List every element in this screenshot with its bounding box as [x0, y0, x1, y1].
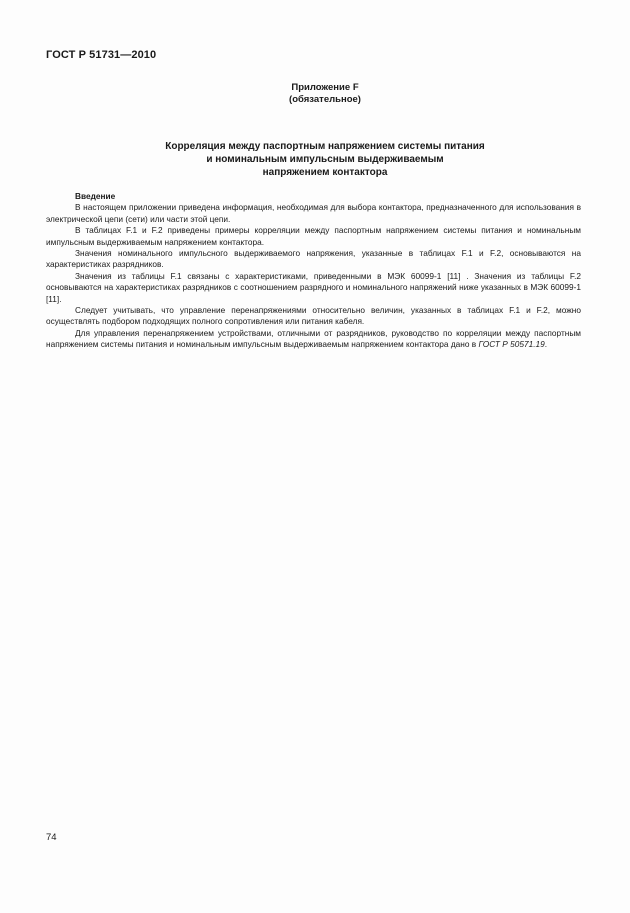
paragraph-1: В настоящем приложении приведена информация, необходимая для выбора контактора, предназначенного для использования в электрической цепи (сети) или части этой цепи.: [46, 202, 581, 224]
body-text: [46, 191, 581, 351]
intro-heading: Введение: [75, 191, 116, 201]
title-line-3: напряжением контактора: [262, 167, 388, 178]
title-line-2: и номинальным импульсным выдерживаемым: [206, 154, 444, 165]
paragraph-3: Значения номинального импульсного выдерживаемого напряжения, указанные в таблицах F.1 и F.2, основываются на характеристиках разрядников.: [46, 248, 581, 270]
paragraph-5: Следует учитывать, что управление перенапряжениями относительно величин, указанных в таблицах F.1 и F.2, можно осуществлять подбором подходящих полного сопротивления или питания кабеля.: [46, 305, 581, 327]
appendix-heading: [0, 82, 630, 106]
standard-designation: ГОСТ Р 51731—2010: [46, 49, 157, 61]
paragraph-6: [46, 328, 581, 351]
appendix-label: Приложение F: [291, 82, 359, 93]
page-number: 74: [46, 832, 57, 843]
paragraph-2: В таблицах F.1 и F.2 приведены примеры корреляции между паспортным напряжением системы питания и номинальным импульсным выдерживаемым напряжением контактора.: [46, 225, 581, 247]
paragraph-6-text: Для управления перенапряжением устройствами, отличными от разрядников, руководство по корреляции между паспортным напряжением системы питания и номинальным импульсным выдерживаемым напряжением контактора дано в: [46, 327, 581, 350]
standard-reference: ГОСТ Р 50571.19: [478, 339, 545, 350]
paragraph-4: Значения из таблицы F.1 связаны с характеристиками, приведенными в МЭК 60099-1 [11] . Значения из таблицы F.2 основываются на характеристиках разрядников с соотношением разрядного и номинального напряжений ниже указанных в МЭК 60099-1 [11].: [46, 270, 581, 304]
title-line-1: Корреляция между паспортным напряжением системы питания: [165, 141, 485, 152]
appendix-title: [0, 140, 630, 179]
appendix-status: (обязательное): [289, 94, 361, 105]
paragraph-6-end: .: [544, 339, 548, 350]
